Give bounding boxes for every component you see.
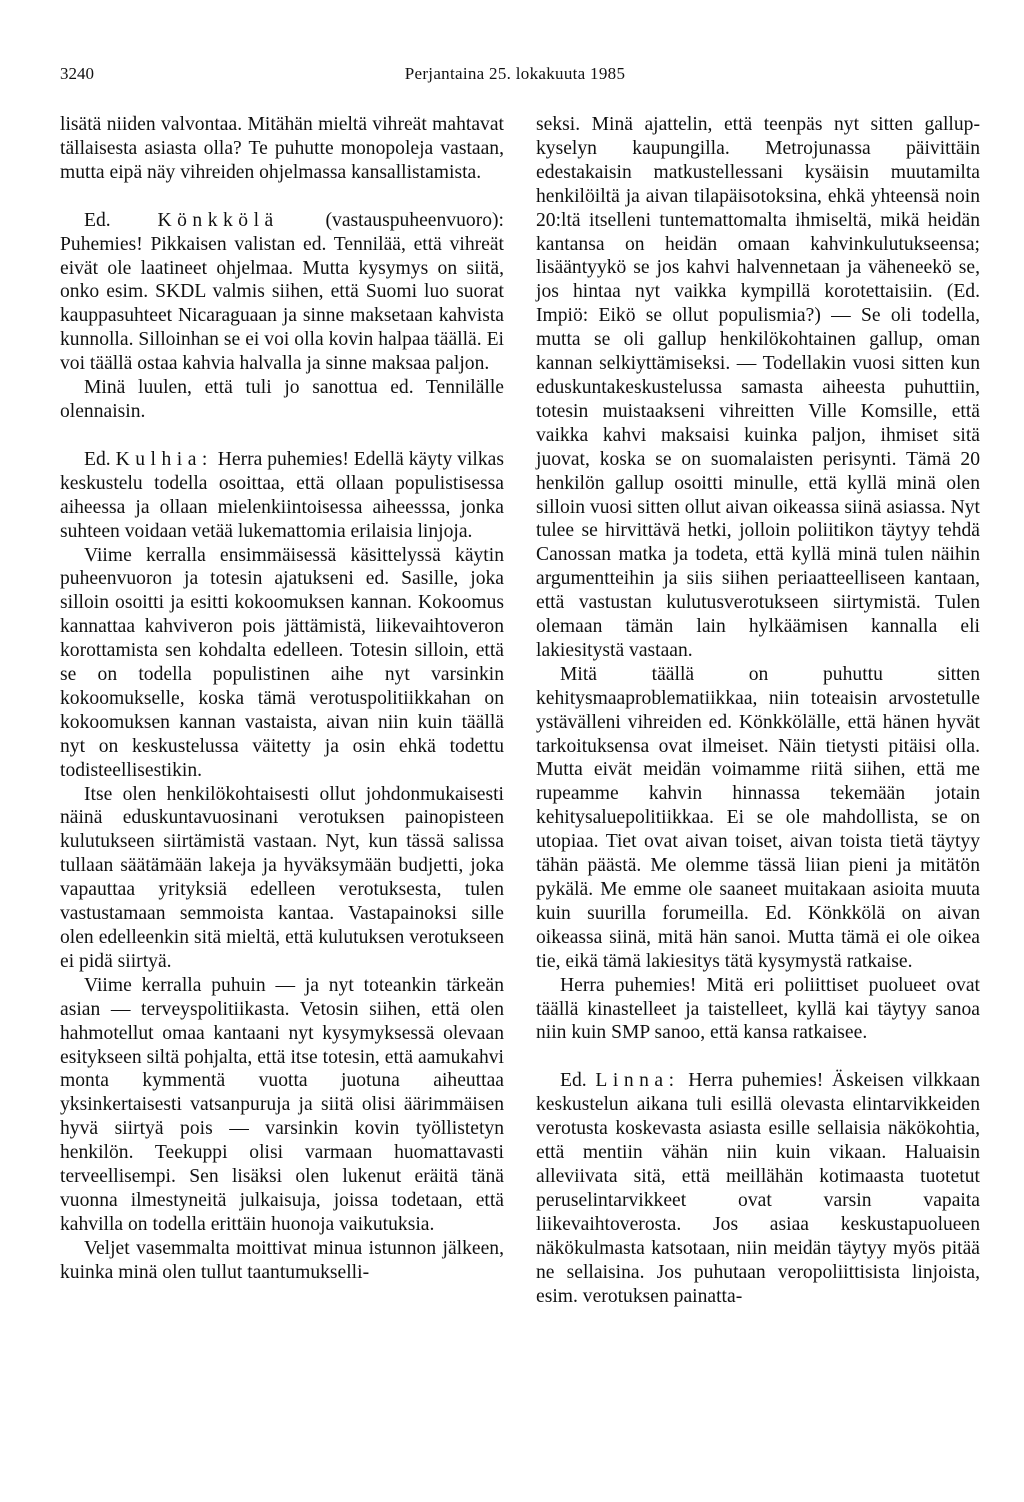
- paragraph: Mitä täällä on puhuttu sitten kehitysmaaproblematiikkaa, niin toteaisin arvostetulle ystävälleni vihreiden ed. Könkkölälle, että hänen hyvät tarkoituksensa ovat ilmeiset. Näin tietysti pitäisi olla. Mutta eivät meidän voimamme riitä siihen, että me rupeamme kahvin hinnassa tekemään jotain kehitysaluepolitiikkaa. Ei se ole mahdollista, se on utopiaa. Tiet ovat aivan toiset, aivan toista tietä täytyy tähän päästä. Me olemme tässä liian pieni ja mitätön pykälä. Me emme ole saaneet muitakaan asioita muuta kuin suurilla forumeilla. Ed. Könkkölä on aivan oikeassa siinä, mitä hän sanoi. Mutta tämä ei ole oikea tie, eikä tämä lakiesitys tätä kysymystä ratkaise.: [536, 663, 980, 972]
- right-column: [536, 113, 980, 1308]
- paragraph: Minä luulen, että tuli jo sanottua ed. Tennilälle olennaisin.: [60, 377, 504, 422]
- speaker-name: Könkkölä: [157, 209, 279, 231]
- page-header: [60, 64, 970, 88]
- speaker-prefix: Ed.: [560, 1070, 587, 1092]
- paragraph: Viime kerralla puhuin — ja nyt toteankin tärkeän asian — terveyspolitiikasta. Vetosin siihen, että olen hahmotellut omaa kantaani nyt kysymyksessä olevaan esitykseen siltä pohjalta, että itse totesin, että aamukahvi monta kymmentä vuotta juotuna aiheuttaa yksinkertaisesti vatsanpuruja ja siitä olisi äärimmäisen hyvä siirtyä pois — varsinkin kovin työllistetyn henkilön. Teekuppi olisi varmaan huomattavasti terveellisempi. Sen lisäksi olen lukenut eräitä tänä vuonna ilmestyneitä julkaisuja, joissa todetaan, että kahvilla on todella erittäin huonoja vaikutuksia.: [60, 974, 504, 1235]
- speech-konkkola: [60, 209, 504, 376]
- left-column: [60, 113, 504, 1285]
- paragraph: Herra puhemies! Mitä eri poliittiset puolueet ovat täällä kinastelleet ja taistelleet, kyllä kai täytyy sanoa niin kuin SMP sanoo, että kansa ratkaisee.: [536, 974, 980, 1044]
- speech-kulhia: [60, 448, 504, 544]
- speaker-prefix: Ed.: [84, 448, 111, 470]
- running-title: Perjantaina 25. lokakuuta 1985: [404, 64, 626, 83]
- speech-linna: [536, 1069, 980, 1308]
- speech-text: Herra puhemies! Äskeisen vilkkaan keskustelun aikana tuli esillä olevasta elintarvikkeiden verotusta koskevasta asiasta esille sellaisia näkökohtia, että mentiin vähän niin kuin vikaan. Haluaisin alleviivata sitä, että meillähän kotimaasta tuotetut peruselintarvikkeet ovat varsin vapaita liikevaihtoverosta. Jos asiaa keskustapuolueen näkökulmasta katsotaan, niin meidän täytyy myös pitää ne sellaisina. Jos puhutaan veropoliittisista linjoista, esim. verotuksen painatta-: [536, 1070, 980, 1307]
- speech-text: Herra puhemies! Edellä käyty vilkas keskustelu todella osoittaa, että ollaan populistisessa aiheessa ja ollaan mielenkiintoisessa aiheesssa, jonka suhteen voidaan vetää lukemattomia erilaisia linjoja.: [60, 448, 504, 542]
- page-number: 3240: [60, 64, 94, 83]
- speaker-name: Kulhia:: [115, 448, 213, 470]
- speech-text: (vastauspuheenvuoro): Puhemies! Pikkaisen valistan ed. Tennilää, että vihreät eivät ole laatineet ohjelmaa. Mutta kysymys on siitä, onko esim. SKDL valmis siihen, että Suomi luo suorat kauppasuhteet Nicaraguaan ja sinne maksetaan kahvista kunnolla. Silloinhan se ei voi olla kovin halpaa täällä. Ei voi täällä ostaa kahvia halvalla ja sinne maksaa paljon.: [60, 209, 504, 375]
- paragraph: lisätä niiden valvontaa. Mitähän mieltä vihreät mahtavat tällaisesta asiasta olla? Te puhutte monopoleja vastaan, mutta eipä näy vihreiden ohjelmassa kansallistamista.: [60, 114, 504, 183]
- paragraph: seksi. Minä ajattelin, että teenpäs nyt sitten gallup-kyselyn kaupungilla. Metrojunassa päivittäin edestakaisin matkustellessani kysäisin muutamilta henkilöiltä ja aivan tilapäisotoksina, ehkä yhteensä noin 20:ltä itselleni tuntemattomalta ihmiseltä, mikä heidän kantansa on heidän omaan kahvinkulutukseensa; lisääntyykö se jos kahvi halvennetaan ja väheneekö se, jos hintaa nyt vaikka kympillä korotettaisiin. (Ed. Impiö: Eikö se ollut populismia?) — Se oli todella, mutta se oli gallup henkilökohtainen gallup, oman kannan selkiyttämiseksi. — Todellakin vuosi sitten kun eduskuntakeskustelussa samasta aiheesta puhuttiin, totesin muistaakseni vihreitten Ville Komsille, että vaikka kahvi maksaisi kuinka paljon, ihmiset sitä juovat, koska se on suomalaisten perisynti. Tämä 20 henkilön gallup osoitti minulle, että kyllä minä olen silloin vuosi sitten ollut aivan oikeassa siinä asiassa. Nyt tulee se hirvittävä hetki, jolloin poliitikon täytyy tehdä Canossan matka ja todeta, että kyllä minä tulen näihin argumentteihin ja siis siihen periaatteelliseen kantaan, että vastustan kulutusverotukseen siirtymistä. Tulen olemaan tämän lain hylkäämisen kannalla eli lakiesitystä vastaan.: [536, 114, 980, 661]
- speaker-name: Linna:: [595, 1070, 680, 1092]
- speaker-prefix: Ed.: [84, 209, 111, 231]
- paragraph: Viime kerralla ensimmäisessä käsittelyssä käytin puheenvuoron ja totesin ajatukseni ed. Sasille, joka silloin osoitti ja esitti kokoomuksen kannan. Kokoomus kannattaa kahviveron pois jättämistä, liikevaihtoveron korottamista sen kohdalta edelleen. Totesin silloin, että se on todella populistinen aihe nyt varsinkin kokoomukselle, koska tämä verotuspolitiikkahan on kokoomuksen kannan vastaista, aivan niin kuin täällä nyt on keskustelussa väitetty ja osin ehkä todettu todisteellisestikin.: [60, 544, 504, 781]
- paragraph: Veljet vasemmalta moittivat minua istunnon jälkeen, kuinka minä olen tullut taantumukselli-: [60, 1237, 504, 1283]
- paragraph: Itse olen henkilökohtaisesti ollut johdonmukaisesti näinä eduskuntavuosinani verotuksen painopisteen kulutukseen siirtämistä vastaan. Nyt, kun tässä salissa tullaan säätämään lakeja ja hyväksymään budjetti, joka vapauttaa yrityksiä edelleen verotuksesta, tulen vastustamaan semmoista kantaa. Vastapainoksi sille olen edelleenkin sitä mieltä, että kulutuksen verotukseen ei pidä siirtyä.: [60, 783, 504, 972]
